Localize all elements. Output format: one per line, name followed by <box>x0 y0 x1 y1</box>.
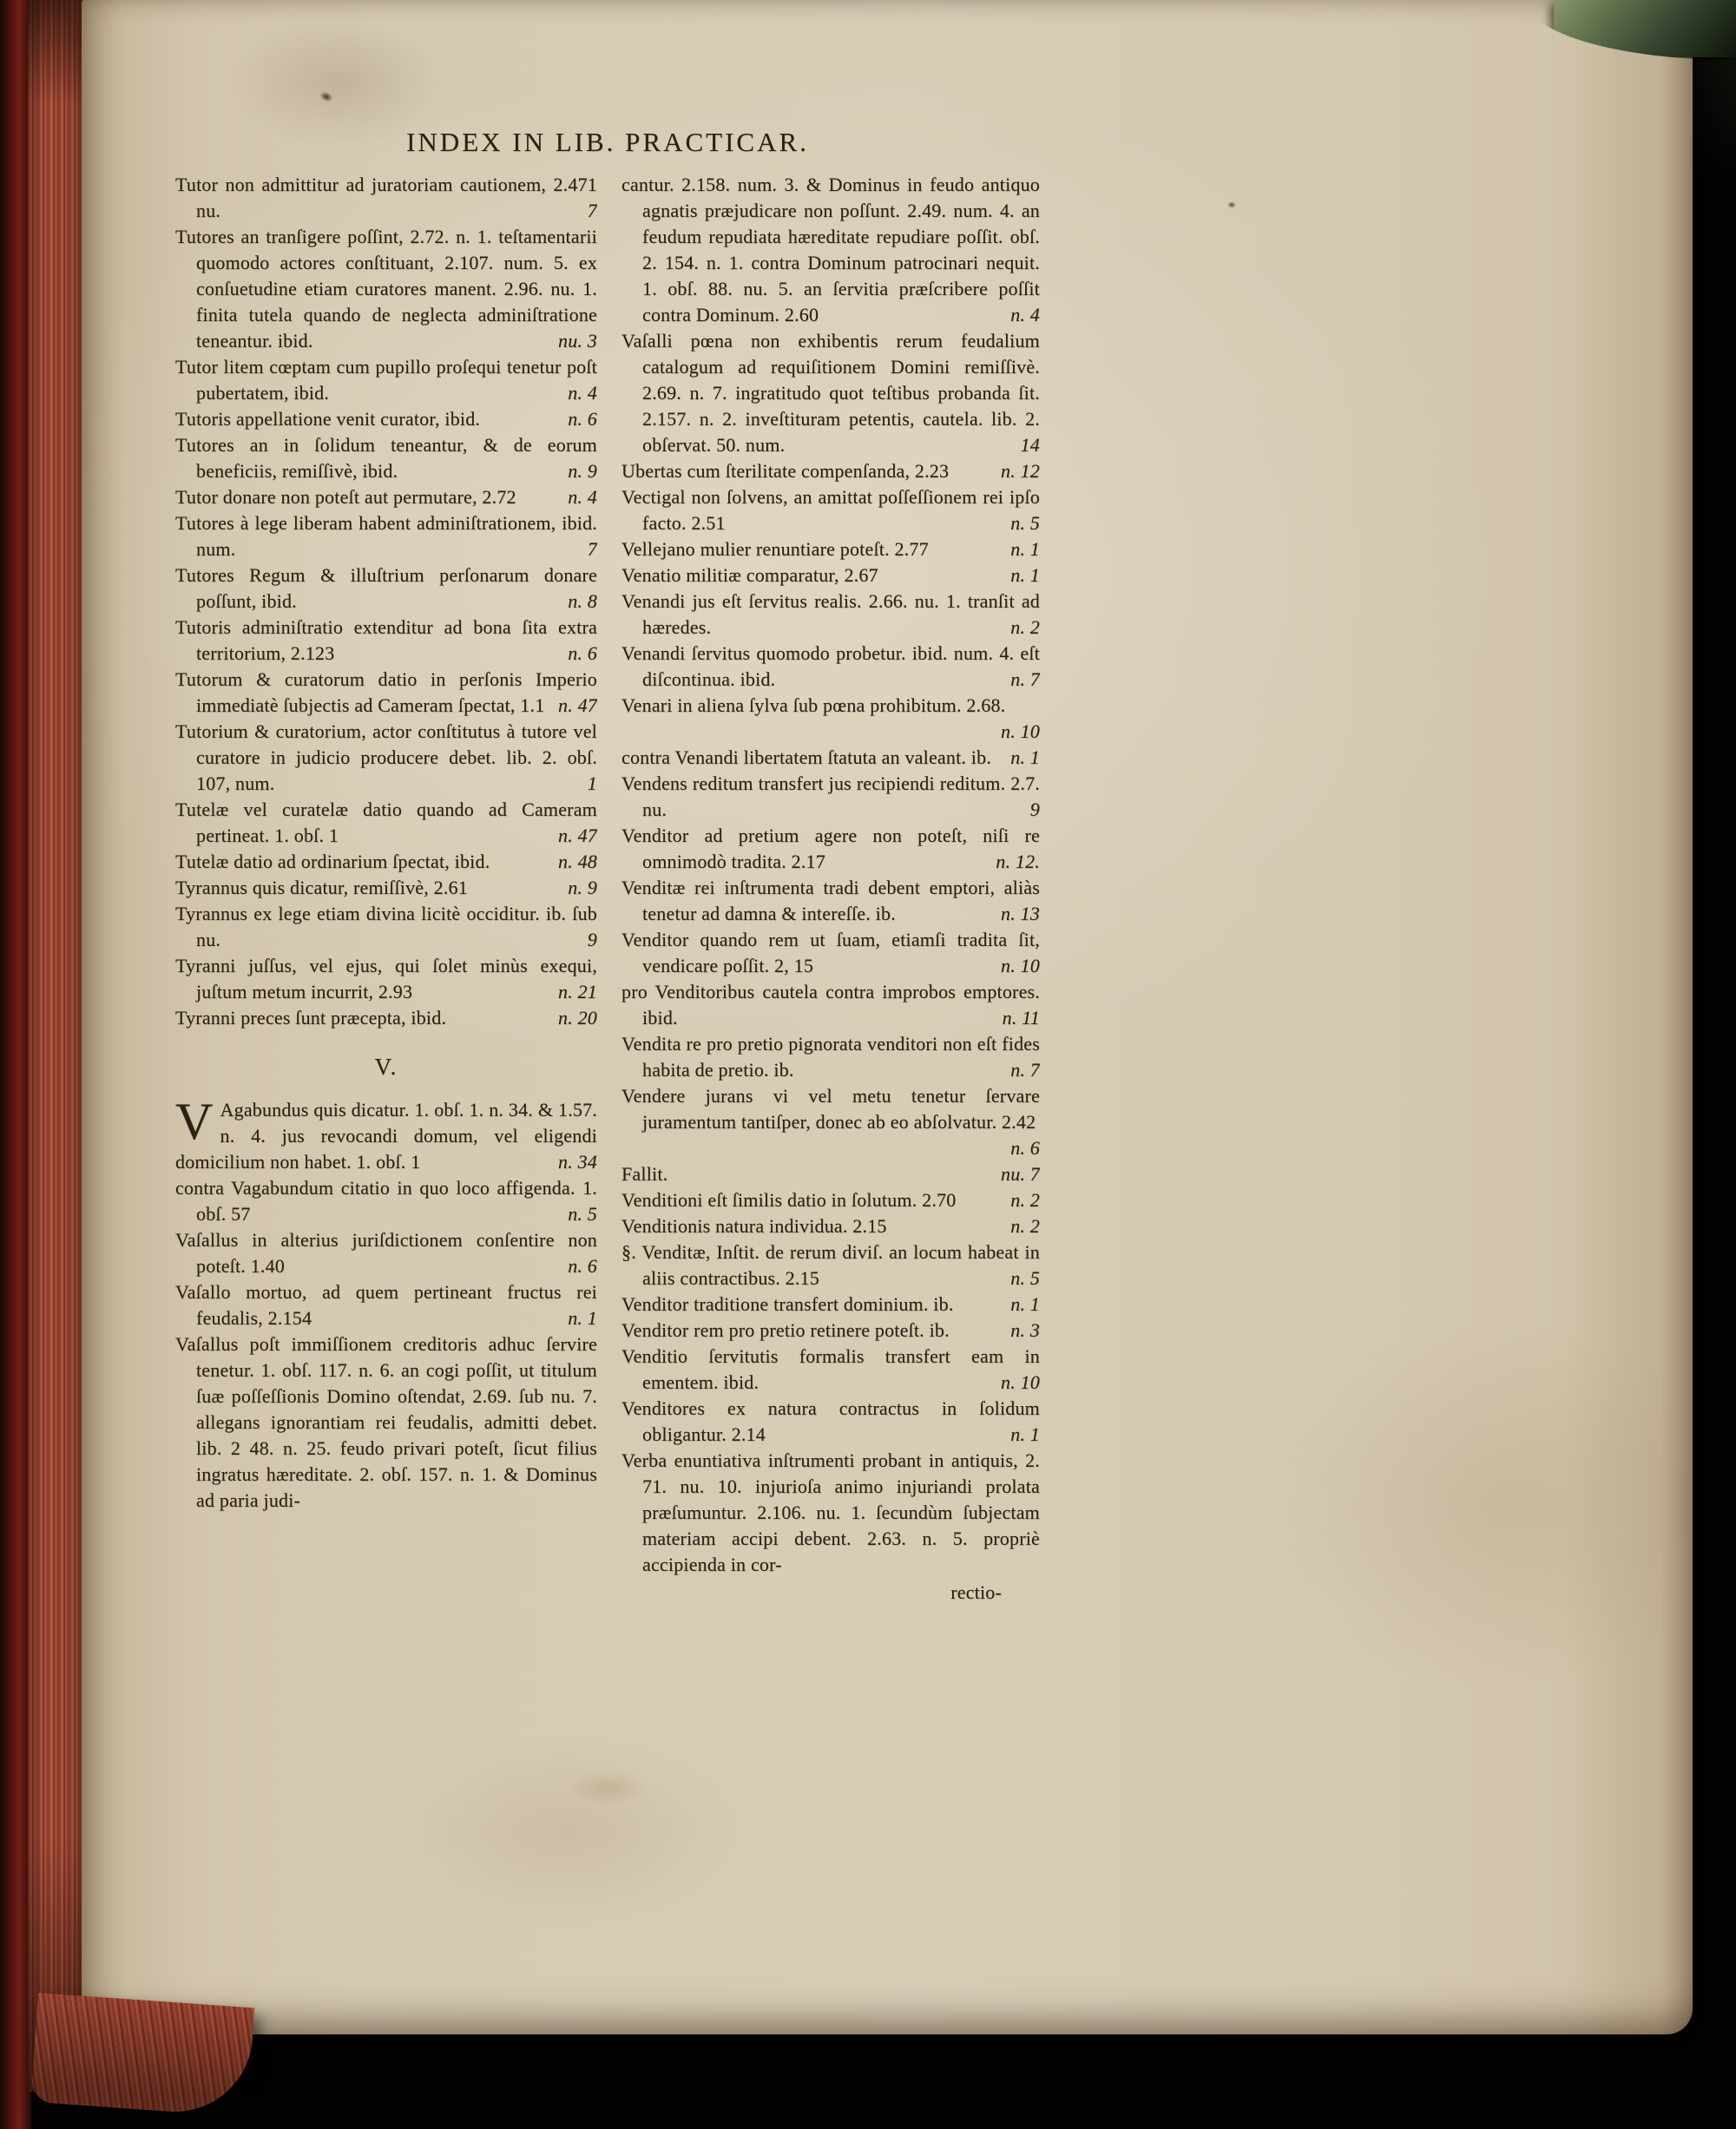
ink-speck <box>318 89 334 104</box>
entry-ref: n. 2 <box>1010 1215 1040 1237</box>
entry-ref: n. 1 <box>568 1307 597 1329</box>
entry-text: Tutorum & curatorum datio in perſonis Imperio immediatè ſubjectis ad Cameram ſpectat, 1.1 <box>175 668 597 716</box>
entry-ref: n. 4 <box>1010 304 1040 325</box>
entry-ref: n. 12 <box>1001 460 1040 482</box>
index-entry <box>621 1161 1040 1187</box>
index-entry <box>175 875 597 901</box>
index-entry <box>175 667 597 719</box>
entry-ref: n. 7 <box>1010 668 1040 690</box>
index-entry <box>621 745 1040 771</box>
entry-text: Vaſallus poſt immiſſionem creditoris adhuc ſervire tenetur. 1. obſ. 117. n. 6. an cogi poſſit, ut titulum ſuæ poſſeſſionis Domino oſtendat, 2.69. ſub nu. 7. allegans ignorantiam rei feudalis, admitti debet. lib. 2 48. n. 25. feudo privari poteſt, ſicut filius ingratus hæreditate. 2. obſ. 157. n. 1. & Dominus ad paria judi- <box>175 1333 597 1511</box>
entry-text: Tyranni juſſus, vel ejus, qui ſolet minùs exequi, juſtum metum incurrit, 2.93 <box>175 955 597 1002</box>
entry-ref: n. 8 <box>568 590 597 612</box>
entry-ref: n. 1 <box>1010 1293 1040 1315</box>
entry-text: Tutoris appellatione venit curator, ibid. <box>175 408 481 430</box>
index-entry <box>175 849 597 875</box>
index-entry <box>621 588 1040 641</box>
index-entry <box>621 979 1040 1031</box>
index-entry <box>175 406 597 432</box>
index-entry <box>621 1031 1040 1083</box>
entry-text: Vendens reditum transfert jus recipiendi reditum. 2.7. nu. <box>621 772 1040 820</box>
index-entry <box>175 484 597 510</box>
index-entry <box>621 927 1040 979</box>
entry-text: Verba enuntiativa inſtrumenti probant in antiquis, 2. 71. nu. 10. injurioſa animo injuriandi prolata præſumuntur. 2.106. nu. 1. ſecundùm ſubjectam materiam accipi debent. 2.63. n. 5. propriè accipienda in cor- <box>621 1449 1040 1575</box>
entry-ref: n. 4 <box>568 486 597 508</box>
entry-ref: n. 34 <box>558 1151 597 1173</box>
index-entry <box>621 1213 1040 1239</box>
entry-ref: n. 48 <box>558 851 597 872</box>
index-columns <box>175 172 1040 1606</box>
entry-ref: n. 47 <box>558 694 597 716</box>
index-column-left <box>175 172 597 1514</box>
index-entry <box>621 484 1040 536</box>
index-entry <box>175 953 597 1005</box>
index-entry <box>621 1083 1040 1161</box>
entry-ref: n. 9 <box>568 877 597 898</box>
index-entry <box>175 354 597 406</box>
foxing-spot <box>1227 201 1236 208</box>
index-entry <box>175 901 597 953</box>
catchword: rectio- <box>950 1581 1002 1603</box>
index-entry <box>175 1097 597 1175</box>
entry-text: Tyranni preces ſunt præcepta, ibid. <box>175 1007 447 1028</box>
entry-ref: n. 6 <box>1010 1137 1040 1159</box>
entry-text: Venditores ex natura contractus in ſolidum obligantur. 2.14 <box>621 1397 1040 1445</box>
entry-text: Tutor non admittitur ad juratoriam cautionem, 2.471 nu. <box>175 174 597 221</box>
entry-ref: 9 <box>587 929 597 950</box>
entry-ref: n. 5 <box>1010 512 1040 534</box>
dropcap-initial: V <box>175 1097 214 1150</box>
entry-text: Venditioni eſt ſimilis datio in ſolutum. 2.70 <box>621 1189 957 1211</box>
entry-ref: n. 7 <box>1010 1059 1040 1081</box>
entry-text: Venditor traditione transfert dominium. ib. <box>621 1293 954 1315</box>
entry-ref: n. 10 <box>1001 720 1040 742</box>
entry-text: Vendita re pro pretio pignorata venditori non eſt fides habita de pretio. ib. <box>621 1033 1040 1081</box>
entry-text: Venditor rem pro pretio retinere poteſt. ib. <box>621 1319 950 1341</box>
entry-ref: n. 1 <box>1010 538 1040 560</box>
entry-text: Vellejano mulier renuntiare poteſt. 2.77 <box>621 538 929 560</box>
index-entry <box>621 1291 1040 1317</box>
index-entry <box>175 510 597 562</box>
index-entry <box>621 641 1040 693</box>
entry-text: Venditio ſervitutis formalis transfert eam in ementem. ibid. <box>621 1345 1040 1393</box>
entry-text: Tutores an in ſolidum teneantur, & de eorum beneficiis, remiſſivè, ibid. <box>175 434 597 482</box>
index-entry <box>621 875 1040 927</box>
index-entry <box>621 1344 1040 1396</box>
index-entry <box>175 614 597 667</box>
index-entry <box>175 172 597 224</box>
entry-ref: n. 10 <box>1001 1371 1040 1393</box>
entry-ref: nu. 7 <box>1001 1163 1040 1185</box>
entry-ref: n. 1 <box>1010 746 1040 768</box>
entry-text: contra Vagabundum citatio in quo loco affigenda. 1. obſ. 57 <box>175 1177 597 1225</box>
book-page <box>82 0 1693 2034</box>
index-entry <box>175 1227 597 1279</box>
page-title: INDEX IN LIB. PRACTICAR. <box>406 127 809 157</box>
entry-text: Venditor ad pretium agere non poteſt, niſi re omnimodò tradita. 2.17 <box>621 825 1040 872</box>
index-entry <box>621 771 1040 823</box>
entry-ref: n. 2 <box>1010 1189 1040 1211</box>
entry-text: Venditionis natura individua. 2.15 <box>621 1215 887 1237</box>
entry-ref: n. 1 <box>1010 564 1040 586</box>
entry-text: Tutelæ datio ad ordinarium ſpectat, ibid. <box>175 851 490 872</box>
index-entry <box>175 1175 597 1227</box>
index-entry <box>175 224 597 354</box>
entry-text: cantur. 2.158. num. 3. & Dominus in feudo antiquo agnatis præjudicare non poſſunt. 2.49. num. 4. an feudum repudiata hæreditate repudiare poſſit. obſ. 2. 154. n. 1. contra Dominum patrocinari nequit. 1. obſ. 88. nu. 5. an ſervitia præſcribere poſſit contra Dominum. 2.60 <box>621 174 1040 325</box>
index-entry <box>621 562 1040 588</box>
entry-text: contra Venandi libertatem ſtatuta an valeant. ib. <box>621 746 992 768</box>
entry-text: §. Venditæ, Inſtit. de rerum diviſ. an locum habeat in aliis contractibus. 2.15 <box>621 1241 1040 1289</box>
entry-ref: n. 6 <box>568 408 597 430</box>
entry-text: Tutores Regum & illuſtrium perſonarum donare poſſunt, ibid. <box>175 564 597 612</box>
entry-text: Tutor donare non poteſt aut permutare, 2.72 <box>175 486 516 508</box>
index-entry <box>621 1317 1040 1344</box>
index-entry <box>175 719 597 797</box>
index-entry <box>621 1187 1040 1213</box>
entry-text: Venditor quando rem ut ſuam, etiamſi tradita ſit, vendicare poſſit. 2, 15 <box>621 929 1040 976</box>
entry-ref: n. 3 <box>1010 1319 1040 1341</box>
entry-ref: n. 5 <box>568 1203 597 1225</box>
entry-text: pro Venditoribus cautela contra improbos emptores. ibid. <box>621 981 1040 1028</box>
entry-text: Tyrannus ex lege etiam divina licitè occiditur. ib. ſub nu. <box>175 903 597 950</box>
index-entry <box>621 458 1040 484</box>
entry-ref: n. 21 <box>558 981 597 1002</box>
entry-ref: 1 <box>587 772 597 794</box>
entry-text: Tutelæ vel curatelæ datio quando ad Cameram pertineat. 1. obſ. 1 <box>175 798 597 846</box>
index-entry <box>621 1239 1040 1291</box>
entry-ref: n. 10 <box>1001 955 1040 976</box>
entry-text: Fallit. <box>621 1163 668 1185</box>
entry-text: Vaſallus in alterius juriſdictionem conſentire non poteſt. 1.40 <box>175 1229 597 1277</box>
entry-ref: nu. 3 <box>558 330 597 352</box>
entry-text: Vaſalli pœna non exhibentis rerum feudalium catalogum ad requiſitionem Domini remiſſivè. 2.69. n. 7. ingratitudo quot teſtibus probanda ſit. 2.157. n. 2. inveſtituram petentis, cautela. lib. 2. obſervat. 50. num. <box>621 330 1040 456</box>
entry-ref: n. 12. <box>996 851 1040 872</box>
entry-text: Venandi jus eſt ſervitus realis. 2.66. nu. 1. tranſit ad hæredes. <box>621 590 1040 638</box>
entry-text: Tutorium & curatorium, actor conſtitutus à tutore vel curatore in judicio producere debet. lib. 2. obſ. 107, num. <box>175 720 597 794</box>
index-entry <box>621 328 1040 458</box>
entry-ref: n. 1 <box>1010 1423 1040 1445</box>
index-entry <box>621 823 1040 875</box>
paper-stain <box>568 1771 646 1805</box>
index-entry <box>621 172 1040 328</box>
entry-ref: n. 47 <box>558 825 597 846</box>
entry-text: Venari in aliena ſylva ſub pœna prohibitum. 2.68. <box>621 694 1006 716</box>
index-entry <box>621 693 1040 745</box>
entry-ref: n. 4 <box>568 382 597 404</box>
entry-ref: n. 11 <box>1002 1007 1040 1028</box>
entry-ref: 9 <box>1029 798 1040 820</box>
index-entry <box>621 1396 1040 1448</box>
index-column-right <box>621 172 1040 1606</box>
entry-ref: n. 9 <box>568 460 597 482</box>
index-entry <box>175 562 597 614</box>
entry-ref: n. 6 <box>568 642 597 664</box>
index-entry <box>175 1279 597 1331</box>
entry-ref: n. 13 <box>1001 903 1040 924</box>
entry-text: Tutor litem cœptam cum pupillo proſequi tenetur poſt pubertatem, ibid. <box>175 356 597 404</box>
index-entry <box>621 1448 1040 1578</box>
index-entry <box>175 432 597 484</box>
entry-text: Vendere jurans vi vel metu tenetur ſervare juramentum tantiſper, donec ab eo abſolvatur. 2.42 <box>621 1085 1040 1133</box>
entry-text: Venandi ſervitus quomodo probetur. ibid. num. 4. eſt diſcontinua. ibid. <box>621 642 1040 690</box>
entry-text: Tutoris adminiſtratio extenditur ad bona ſita extra territorium, 2.123 <box>175 616 597 664</box>
index-entry <box>175 1005 597 1031</box>
entry-ref: 14 <box>1020 434 1040 456</box>
entry-text: Tyrannus quis dicatur, remiſſivè, 2.61 <box>175 877 468 898</box>
entry-text: Tutores an tranſigere poſſint, 2.72. n. 1. teſtamentarii quomodo actores conſtituant, 2.107. num. 5. ex conſuetudine etiam curatores manent. 2.96. nu. 1. finita tutela quando de neglecta adminiſtratione teneantur. ibid. <box>175 226 597 352</box>
entry-text: Venatio militiæ comparatur, 2.67 <box>621 564 878 586</box>
entry-ref: n. 2 <box>1010 616 1040 638</box>
entry-ref: n. 20 <box>558 1007 597 1028</box>
entry-text: Ubertas cum ſterilitate compenſanda, 2.23 <box>621 460 950 482</box>
section-heading: V. <box>374 1054 398 1080</box>
book-cover-edge <box>0 0 31 2129</box>
index-entry <box>175 1331 597 1514</box>
entry-text: Tutores à lege liberam habent adminiſtrationem, ibid. num. <box>175 512 597 560</box>
entry-text: Agabundus quis dicatur. 1. obſ. 1. n. 34. & 1.57. n. 4. jus revocandi domum, vel eligendi domicilium non habet. 1. obſ. 1 <box>175 1099 597 1173</box>
entry-ref: 7 <box>587 538 597 560</box>
entry-text: Venditæ rei inſtrumenta tradi debent emptori, aliàs tenetur ad damna & intereſſe. ib. <box>621 877 1040 924</box>
index-entry <box>621 536 1040 562</box>
entry-text: Vectigal non ſolvens, an amittat poſſeſſionem rei ipſo facto. 2.51 <box>621 486 1040 534</box>
index-entry <box>175 797 597 849</box>
entry-ref: n. 6 <box>568 1255 597 1277</box>
page-content <box>175 127 1040 1606</box>
entry-ref: n. 5 <box>1010 1267 1040 1289</box>
entry-text: Vaſallo mortuo, ad quem pertineant fructus rei feudalis, 2.154 <box>175 1281 597 1329</box>
entry-ref: 7 <box>587 200 597 221</box>
